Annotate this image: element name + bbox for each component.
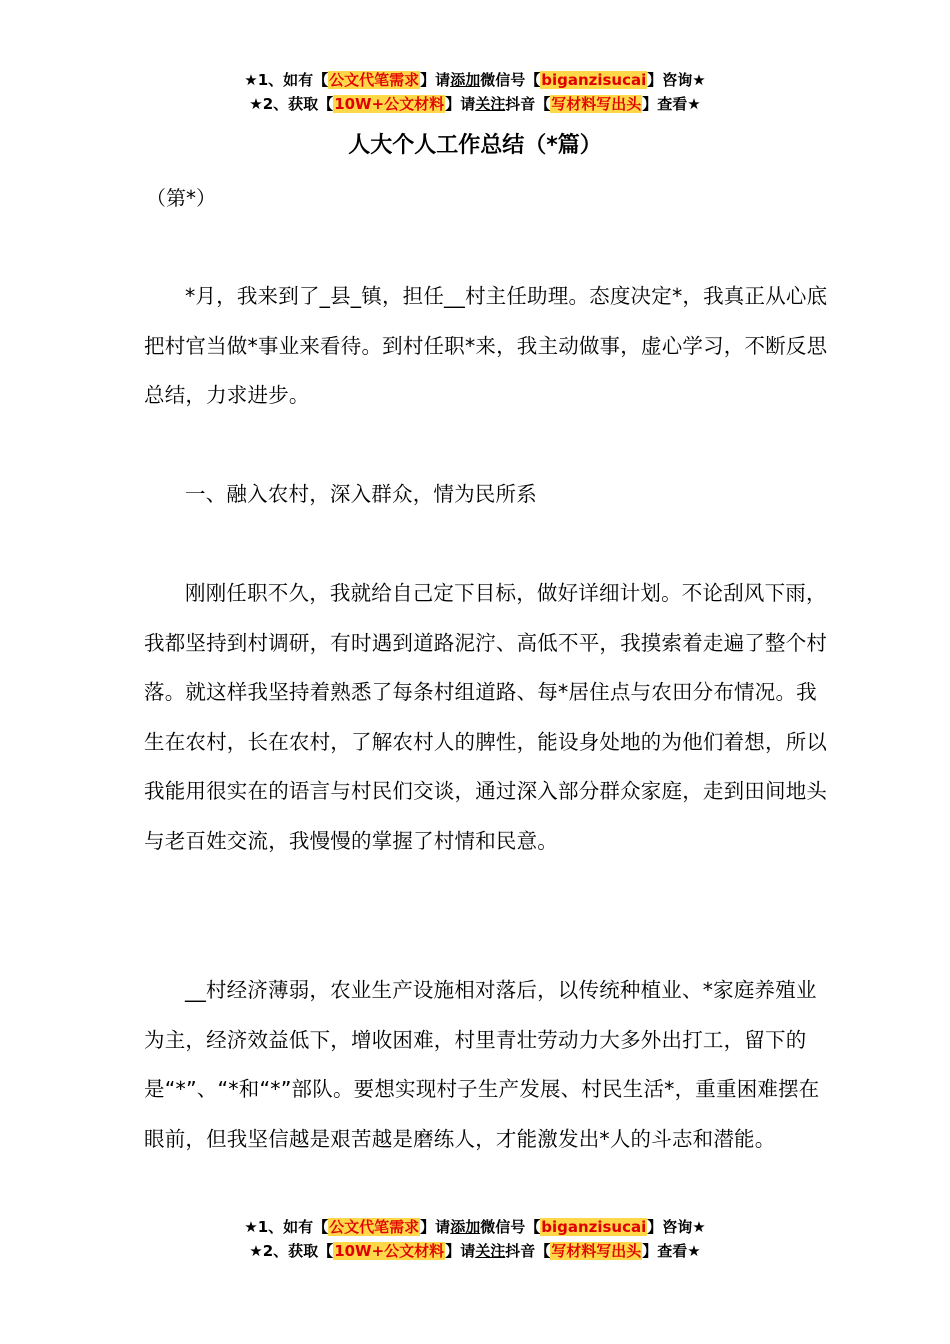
- paragraph-text: *月，我来到了_县_镇，担任__村主任助理。态度决定*，我真正从心底把村官当做*事业来看待。到村任职*来，我主动做事，虚心学习，不断反思总结，力求进步。: [144, 284, 828, 407]
- banner-text: 微信号【: [480, 71, 541, 89]
- heading-text: 一、融入农村，深入群众，情为民所系: [185, 482, 537, 506]
- banner-text: ★2、获取【: [249, 95, 334, 113]
- banner-text: ★2、获取【: [249, 1242, 334, 1260]
- banner-highlight: 公文代笔需求: [329, 71, 420, 89]
- banner-underline: 关注: [475, 95, 506, 113]
- banner-underline: 关注: [475, 1242, 506, 1260]
- paragraph-2: [144, 569, 834, 866]
- header-banner: [0, 68, 950, 116]
- banner-text: 】请: [445, 1242, 476, 1260]
- banner-highlight: 10W+公文材料: [334, 1242, 445, 1260]
- banner-highlight: 10W+公文材料: [334, 95, 445, 113]
- banner-text: 微信号【: [480, 1218, 541, 1236]
- banner-text: ★1、如有【: [244, 71, 329, 89]
- banner-highlight: 写材料写出头: [551, 1242, 642, 1260]
- banner-underline: 添加: [450, 71, 481, 89]
- banner-highlight: biganzisucai: [541, 71, 647, 89]
- banner-line-2: [0, 1239, 950, 1263]
- banner-highlight: 公文代笔需求: [329, 1218, 420, 1236]
- banner-text: 】咨询★: [647, 1218, 706, 1236]
- banner-underline: 添加: [450, 1218, 481, 1236]
- banner-text: 】请: [420, 1218, 451, 1236]
- banner-line-2: [0, 92, 950, 116]
- banner-text: 】查看★: [642, 1242, 701, 1260]
- paragraph-3: [144, 966, 834, 1164]
- banner-highlight: biganzisucai: [541, 1218, 647, 1236]
- banner-text: 抖音【: [505, 1242, 551, 1260]
- banner-line-1: [0, 68, 950, 92]
- banner-line-1: [0, 1215, 950, 1239]
- banner-highlight: 写材料写出头: [551, 95, 642, 113]
- banner-text: 抖音【: [505, 95, 551, 113]
- footer-banner: [0, 1215, 950, 1263]
- document-title: 人大个人工作总结（*篇）: [348, 133, 602, 158]
- section-heading-1: [144, 470, 834, 520]
- banner-text: ★1、如有【: [244, 1218, 329, 1236]
- paragraph-text: 刚刚任职不久，我就给自己定下目标，做好详细计划。不论刮风下雨，我都坚持到村调研，有时遇到道路泥泞、高低不平，我摸索着走遍了整个村落。就这样我坚持着熟悉了每条村组道路、每*居住点与农田分布情况。我生在农村，长在农村，了解农村人的脾性，能设身处地的为他们着想，所以我能用很实在的语言与村民们交谈，通过深入部分群众家庭，走到田间地头与老百姓交流，我慢慢的掌握了村情和民意。: [144, 581, 828, 853]
- paragraph-1: [144, 272, 834, 421]
- banner-text: 】请: [420, 71, 451, 89]
- paragraph-text: __村经济薄弱，农业生产设施相对落后，以传统种植业、*家庭养殖业为主，经济效益低下，增收困难，村里青壮劳动力大多外出打工，留下的是“*”、“*和“*”部队。要想实现村子生产发展、村民生活*，重重困难摆在眼前，但我坚信越是艰苦越是磨练人，才能激发出*人的斗志和潜能。: [144, 978, 820, 1151]
- document-subtitle: （第*）: [146, 186, 216, 210]
- banner-text: 】咨询★: [647, 71, 706, 89]
- banner-text: 】查看★: [642, 95, 701, 113]
- banner-text: 】请: [445, 95, 476, 113]
